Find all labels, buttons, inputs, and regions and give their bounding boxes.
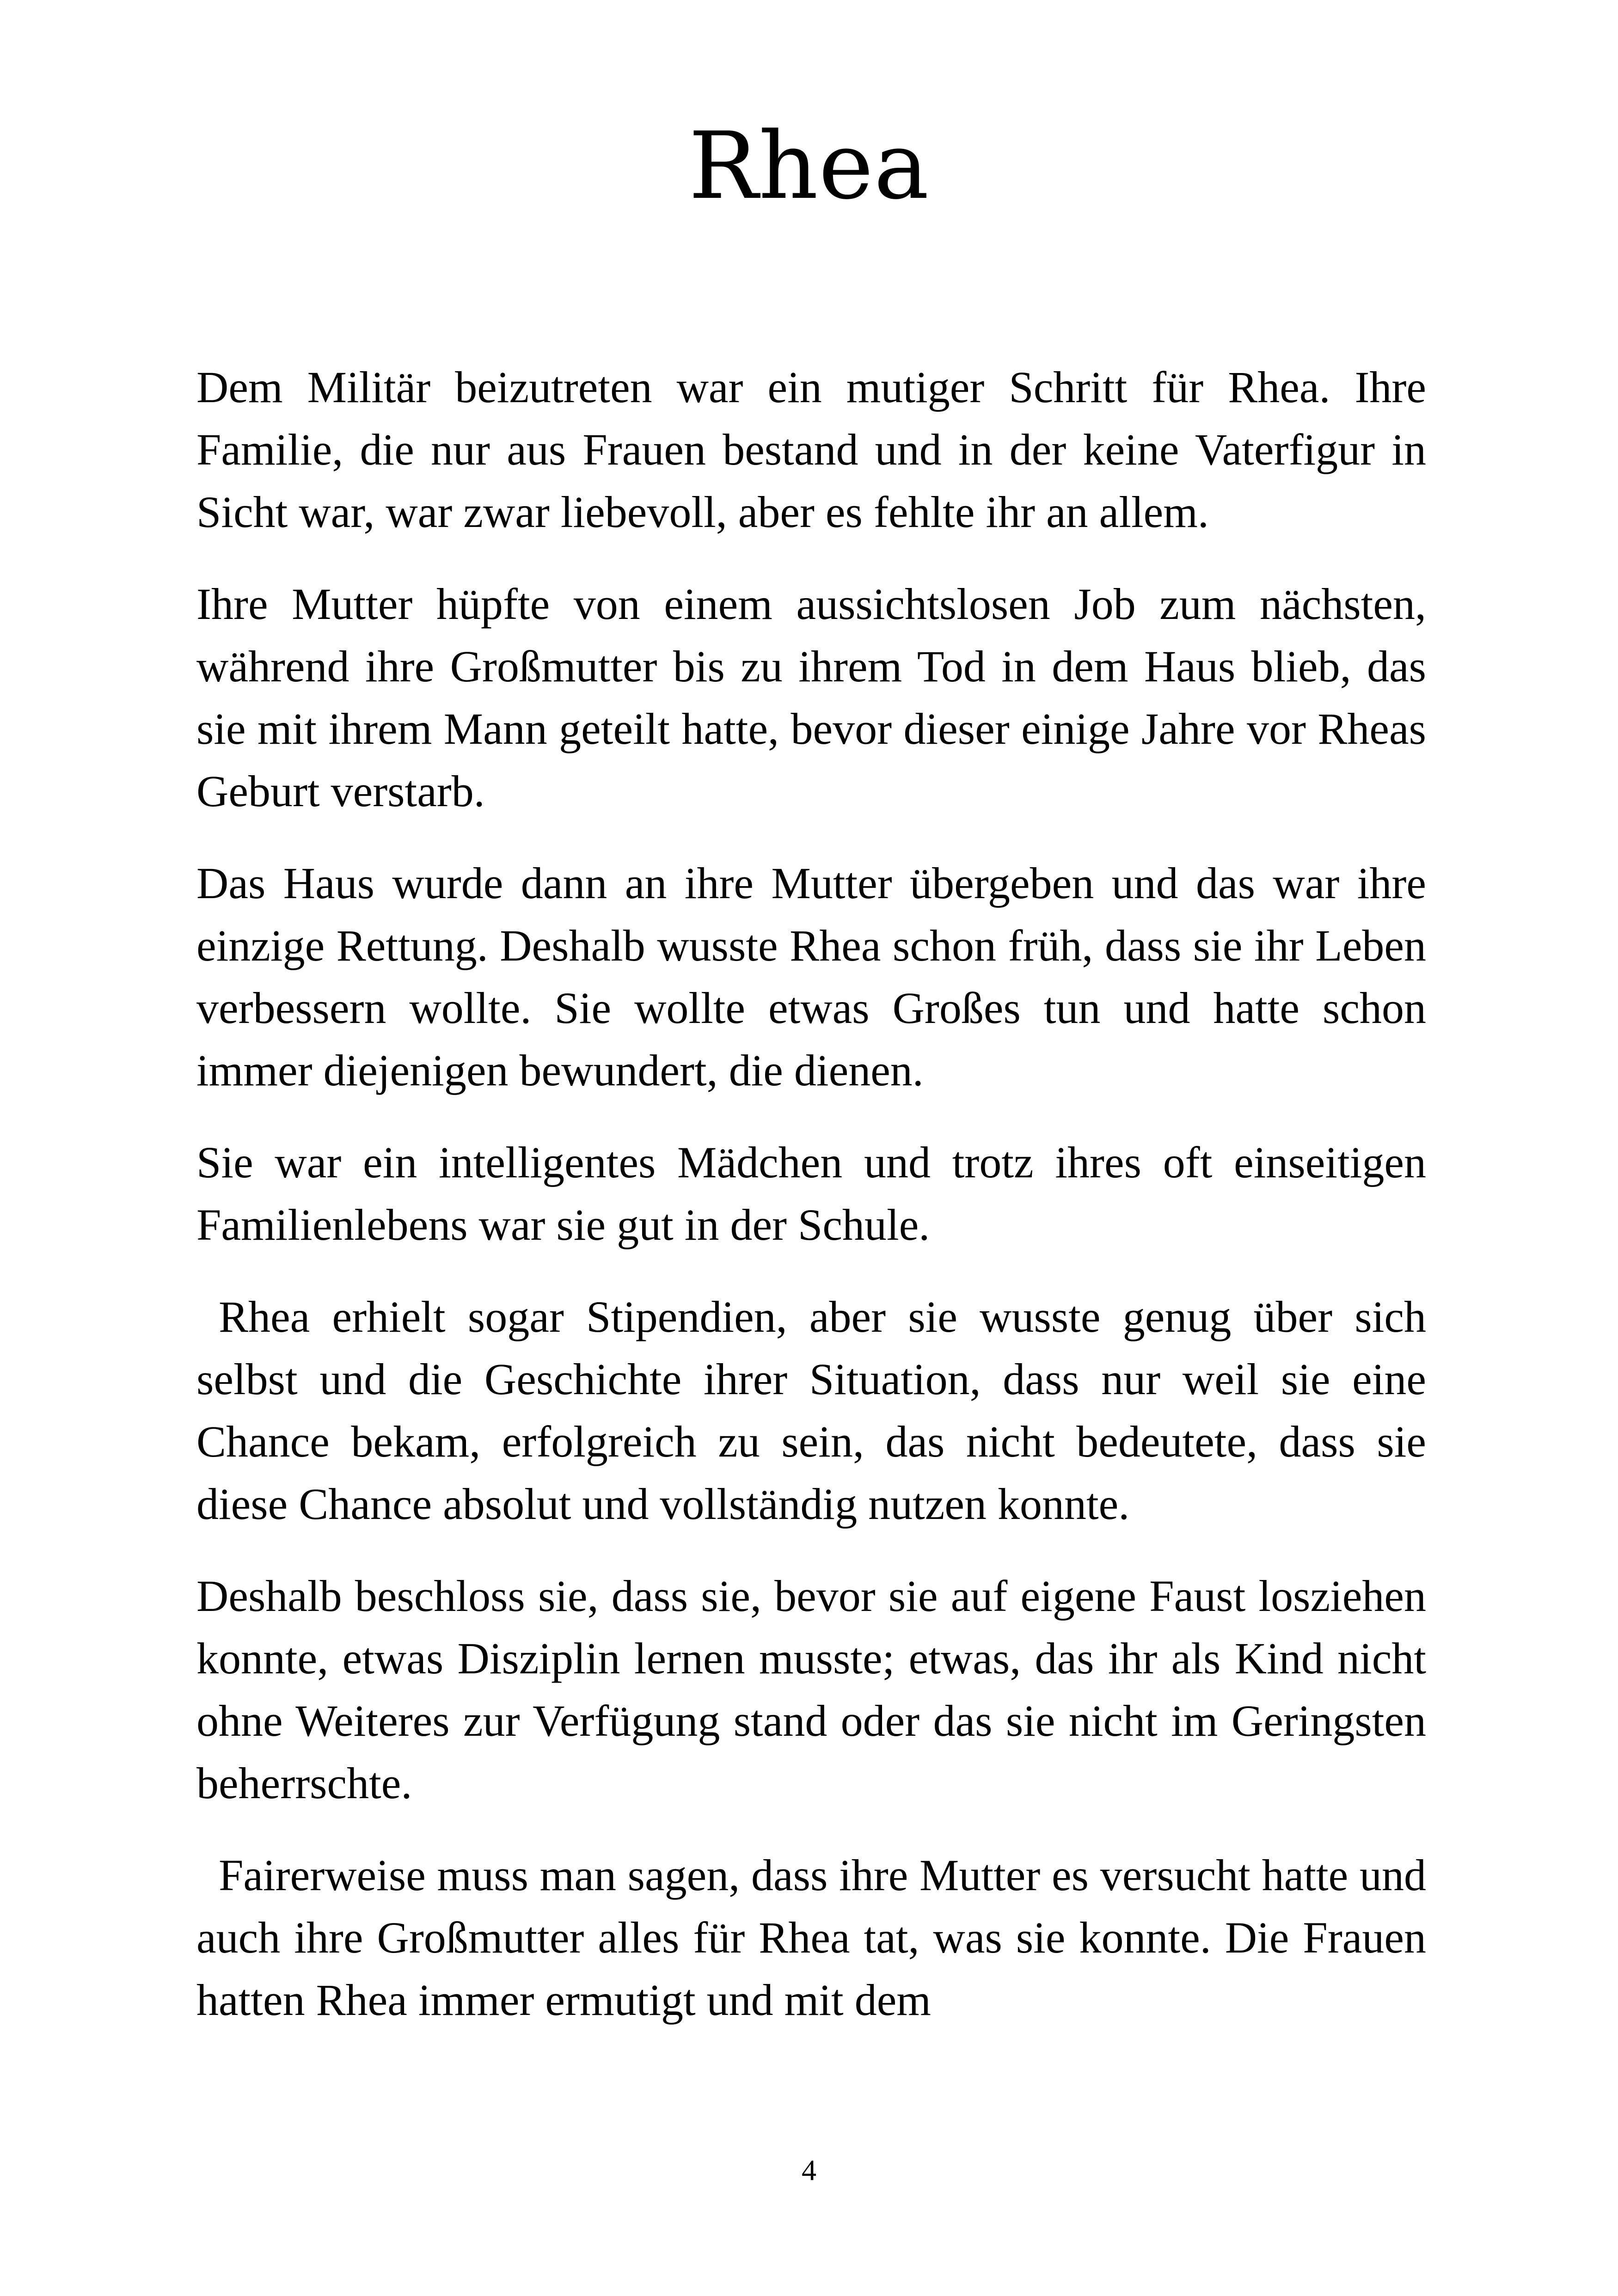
chapter-title: Rhea [688,112,930,220]
page-number: 4 [802,2154,816,2186]
paragraph-5: Rhea erhielt sogar Stipendien, aber sie wusste genug über sich selbst und die Geschichte ihrer Situation, dass nur weil sie eine Chance bekam, erfolgreich zu sein, das nicht bedeutete, dass sie diese Chance absolut und vollständig nutzen konnte. [196,1292,1426,1529]
paragraph-1: Dem Militär beizutreten war ein mutiger Schritt für Rhea. Ihre Familie, die nur aus Frauen bestand und in der keine Vaterfigur in Sicht war, war zwar liebevoll, aber es fehlte ihr an allem. [196,362,1426,537]
paragraph-3: Das Haus wurde dann an ihre Mutter übergeben und das war ihre einzige Rettung. Deshalb wusste Rhea schon früh, dass sie ihr Leben verbessern wollte. Sie wollte etwas Großes tun und hatte schon immer diejenigen bewundert, die dienen. [196,858,1426,1095]
paragraph-7: Fairerweise muss man sagen, dass ihre Mutter es versucht hatte und auch ihre Großmutter alles für Rhea tat, was sie konnte. Die Frauen hatten Rhea immer ermutigt und mit dem [196,1850,1426,2025]
paragraph-2: Ihre Mutter hüpfte von einem aussichtslosen Job zum nächsten, während ihre Großmutter bis zu ihrem Tod in dem Haus blieb, das sie mit ihrem Mann geteilt hatte, bevor dieser einige Jahre vor Rheas Geburt verstarb. [196,579,1426,816]
paragraph-4: Sie war ein intelligentes Mädchen und trotz ihres oft einseitigen Familienlebens war sie gut in der Schule. [196,1138,1426,1249]
paragraph-6: Deshalb beschloss sie, dass sie, bevor sie auf eigene Faust losziehen konnte, etwas Disziplin lernen musste; etwas, das ihr als Kind nicht ohne Weiteres zur Verfügung stand oder das sie nicht im Geringsten beherrschte. [196,1571,1426,1808]
body-text [196,356,1426,2061]
